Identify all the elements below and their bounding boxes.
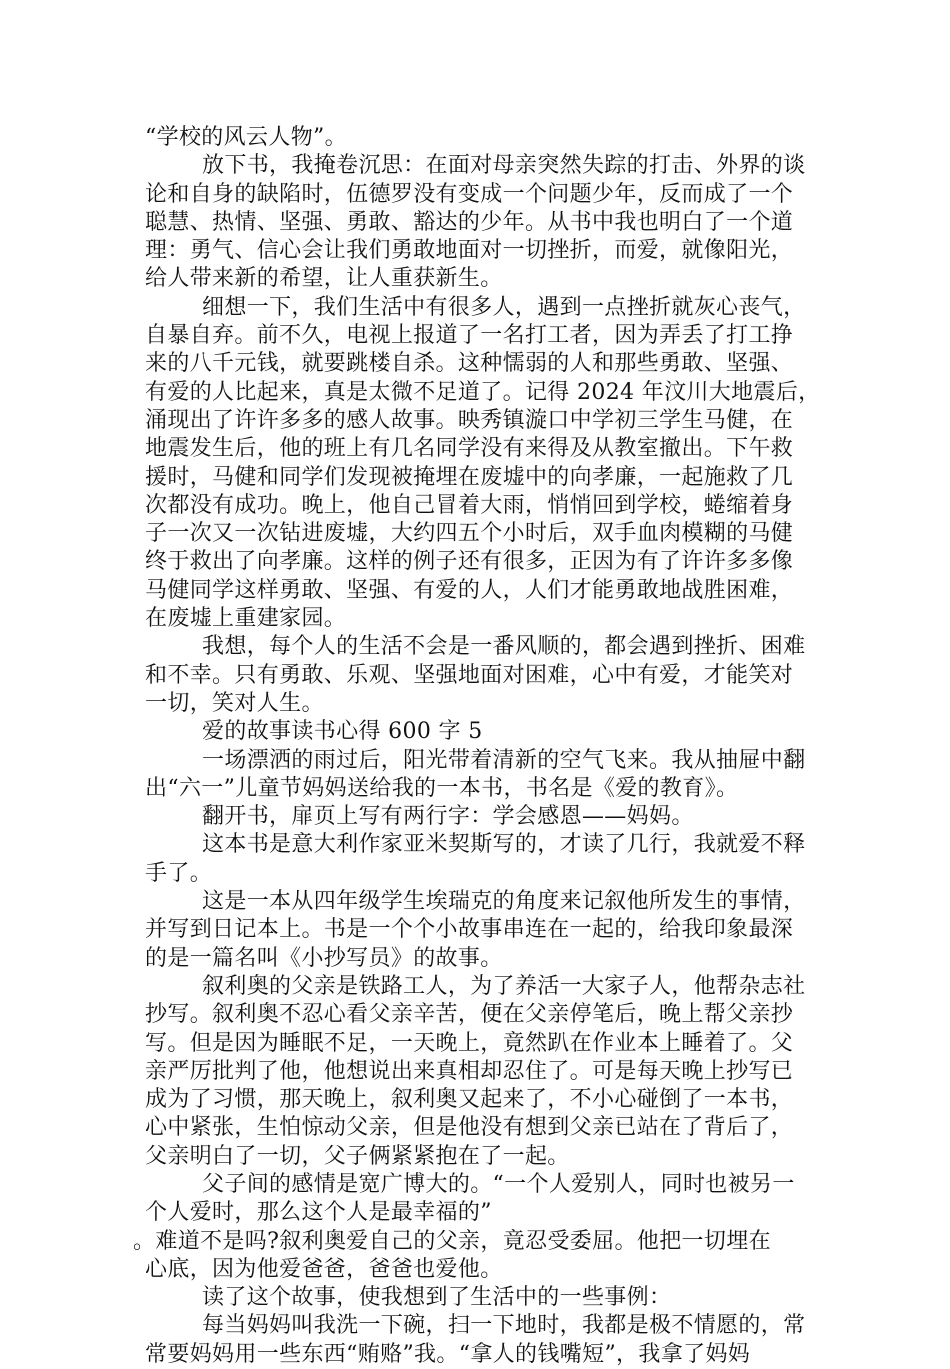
text-line: 在废墟上重建家园。 xyxy=(145,606,347,632)
text-line: 次都没有成功。晚上，他自己冒着大雨，悄悄回到学校，蜷缩着身 xyxy=(145,492,794,518)
text-line: 爱的故事读书心得 600 字 5 xyxy=(202,719,483,745)
text-line: 手了。 xyxy=(145,860,213,886)
text-line: 聪慧、热情、坚强、勇敢、豁达的少年。从书中我也明白了一个道 xyxy=(145,209,794,235)
text-line: 我想，每个人的生活不会是一番风顺的，都会遇到挫折、困难 xyxy=(202,634,806,660)
text-line: 。难道不是吗?叙利奥爱自己的父亲，竟忍受委屈。他把一切埋在 xyxy=(133,1228,771,1254)
text-line: 地震发生后，他的班上有几名同学没有来得及从教室撤出。下午救 xyxy=(145,436,794,462)
text-line: 这本书是意大利作家亚米契斯写的，才读了几行，我就爱不释 xyxy=(202,832,806,858)
text-line: 援时，马健和同学们发现被掩埋在废墟中的向孝廉，一起施救了几 xyxy=(145,464,794,490)
text-line: 父亲明白了一切，父子俩紧紧抱在了一起。 xyxy=(145,1143,570,1169)
text-line: 马健同学这样勇敢、坚强、有爱的人，人们才能勇敢地战胜困难， xyxy=(145,577,794,603)
text-line: 放下书，我掩卷沉思：在面对母亲突然失踪的打击、外界的谈 xyxy=(202,153,806,179)
text-line: 心底，因为他爱爸爸，爸爸也爱他。 xyxy=(145,1256,503,1282)
text-line: 父子间的感情是宽广博大的。“一个人爱别人，同时也被另一 xyxy=(202,1171,795,1197)
text-line: 个人爱时，那么这个人是最幸福的” xyxy=(145,1200,492,1226)
text-line: 的是一篇名叫《小抄写员》的故事。 xyxy=(145,945,503,971)
text-line: 叙利奥的父亲是铁路工人，为了养活一大家子人，他帮杂志社 xyxy=(202,973,806,999)
text-line: 写。但是因为睡眠不足，一天晚上，竟然趴在作业本上睡着了。父 xyxy=(145,1030,794,1056)
text-line: 成为了习惯，那天晚上，叙利奥又起来了，不小心碰倒了一本书， xyxy=(145,1087,794,1113)
text-line: 有爱的人比起来，真是太微不足道了。记得 2024 年汶川大地震后， xyxy=(145,379,821,405)
text-line: 终于救出了向孝廉。这样的例子还有很多，正因为有了许许多多像 xyxy=(145,549,794,575)
text-line: 心中紧张，生怕惊动父亲，但是他没有想到父亲已站在了背后了， xyxy=(145,1115,794,1141)
text-line: 并写到日记本上。书是一个个小故事串连在一起的，给我印象最深 xyxy=(145,917,794,943)
text-line: 一场漂洒的雨过后，阳光带着清新的空气飞来。我从抽屉中翻 xyxy=(202,747,806,773)
text-line: 翻开书，扉页上写有两行字：学会感恩——妈妈。 xyxy=(202,804,694,830)
text-line: 细想一下，我们生活中有很多人，遇到一点挫折就灰心丧气， xyxy=(202,294,806,320)
document-page xyxy=(133,124,821,1369)
text-line: 抄写。叙利奥不忍心看父亲辛苦，便在父亲停笔后，晚上帮父亲抄 xyxy=(145,1002,794,1028)
text-line: 来的八千元钱，就要跳楼自杀。这种懦弱的人和那些勇敢、坚强、 xyxy=(145,351,794,377)
text-line: “学校的风云人物”。 xyxy=(145,125,347,150)
text-line: 给人带来新的希望，让人重获新生。 xyxy=(145,266,503,292)
text-line: 子一次又一次钻进废墟，大约四五个小时后，双手血肉模糊的马健 xyxy=(145,521,794,547)
text-line: 和不幸。只有勇敢、乐观、坚强地面对困难，心中有爱，才能笑对 xyxy=(145,662,794,688)
text-line: 每当妈妈叫我洗一下碗，扫一下地时，我都是极不情愿的，常 xyxy=(202,1313,806,1339)
text-line: 自暴自弃。前不久，电视上报道了一名打工者，因为弄丢了打工挣 xyxy=(145,323,794,349)
text-line: 论和自身的缺陷时，伍德罗没有变成一个问题少年，反而成了一个 xyxy=(145,181,794,207)
text-line: 理：勇气、信心会让我们勇敢地面对一切挫折，而爱，就像阳光， xyxy=(145,238,794,264)
text-line: 亲严厉批判了他，他想说出来真相却忍住了。可是每天晚上抄写已 xyxy=(145,1058,794,1084)
text-line: 这是一本从四年级学生埃瑞克的角度来记叙他所发生的事情， xyxy=(202,889,806,915)
text-line: 读了这个故事，使我想到了生活中的一些事例： xyxy=(202,1285,672,1311)
text-line: 涌现出了许许多多的感人故事。映秀镇漩口中学初三学生马健，在 xyxy=(145,407,794,433)
text-line: 一切，笑对人生。 xyxy=(145,690,324,716)
text-line: 出“六一”儿童节妈妈送给我的一本书，书名是《爱的教育》。 xyxy=(145,775,739,801)
text-line: 常要妈妈用一些东西“贿赂”我。“拿人的钱嘴短”，我拿了妈妈 xyxy=(145,1341,751,1367)
